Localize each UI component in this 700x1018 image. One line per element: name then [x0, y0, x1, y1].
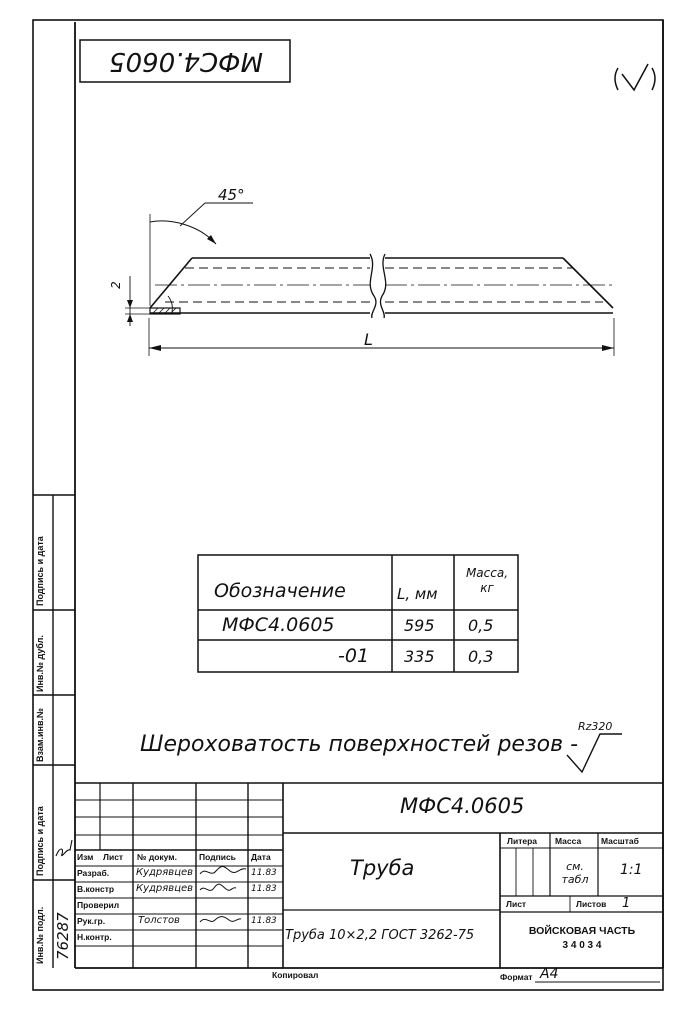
sheets-label: Листов — [576, 899, 607, 909]
role-nkontr: Н.контр. — [77, 932, 112, 942]
org-line2: 3 4 0 3 4 — [562, 940, 602, 951]
strip-sign-date-top: Подпись и дата — [35, 536, 45, 606]
date-vkonstr: 11.83 — [251, 884, 277, 894]
role-vkonstr: В.констр — [77, 884, 115, 894]
spec-header-length: L, мм — [397, 585, 438, 603]
strip-sign-date: Подпись и дата — [35, 806, 45, 876]
sheet-label: Лист — [506, 899, 527, 909]
length-label: L — [364, 330, 373, 349]
spec-header-mass: Масса, кг — [465, 566, 509, 595]
thickness-dimension — [125, 276, 150, 326]
spec-header-designation: Обозначение — [214, 580, 346, 602]
roughness-top-label — [604, 62, 606, 63]
spec-row1-length: 595 — [404, 616, 435, 635]
spec-row2-mass: 0,3 — [468, 647, 494, 666]
spec-row2-designation: -01 — [338, 645, 370, 667]
footer-copied: Копировал — [272, 970, 319, 980]
strip-inv-dubl: Инв.№ дубл. — [35, 635, 45, 692]
col-izm: Изм — [77, 852, 94, 862]
spec-row1-mass: 0,5 — [468, 616, 494, 635]
title-designation: МФС4.0605 — [400, 794, 525, 818]
tube-drawing — [150, 254, 613, 318]
massa-label: Масса — [555, 836, 582, 846]
sheets-value: 1 — [622, 896, 631, 911]
spec-row2-length: 335 — [404, 647, 435, 666]
role-proveril: Проверил — [77, 900, 120, 910]
roughness-value: Rz320 — [578, 720, 613, 733]
title-name: Труба — [350, 856, 415, 880]
roughness-note: Шероховатость поверхностей резов - — [140, 732, 579, 757]
col-doc: № докум. — [137, 852, 177, 862]
role-rukgr: Рук.гр. — [77, 916, 106, 926]
litera-label: Литера — [507, 836, 537, 846]
org-line1: ВОЙСКОВАЯ ЧАСТЬ — [528, 925, 636, 937]
spec-row1-designation: МФС4.0605 — [222, 614, 335, 636]
title-material: Труба 10×2,2 ГОСТ 3262-75 — [285, 928, 475, 943]
strip-vzam-inv: Взам.инв.№ — [35, 707, 45, 762]
length-dimension — [149, 318, 614, 356]
col-list: Лист — [103, 852, 124, 862]
angle-label: 45° — [218, 186, 245, 204]
name-razrab: Кудрявцев — [136, 867, 194, 878]
masshtab-label: Масштаб — [601, 836, 639, 846]
role-razrab: Разраб. — [77, 868, 110, 878]
date-razrab: 11.83 — [251, 868, 277, 878]
col-date: Дата — [251, 852, 271, 862]
top-code-flipped: МФС4.0605 — [109, 46, 263, 76]
footer-format: Формат — [500, 972, 533, 982]
date-rukgr: 11.83 — [251, 916, 277, 926]
scale-value: 1:1 — [620, 862, 643, 878]
roughness-symbol-top — [615, 64, 655, 90]
thickness-label: 2 — [108, 281, 123, 289]
massa-value: см. табл — [561, 860, 589, 886]
footer-format-value: А4 — [540, 966, 559, 982]
col-sign: Подпись — [199, 852, 236, 862]
name-vkonstr: Кудрявцев — [136, 883, 194, 894]
strip-inv-number: 76287 — [54, 912, 72, 960]
name-rukgr: Толстов — [138, 915, 180, 926]
strip-inv-podl: Инв.№ подл. — [35, 906, 45, 964]
